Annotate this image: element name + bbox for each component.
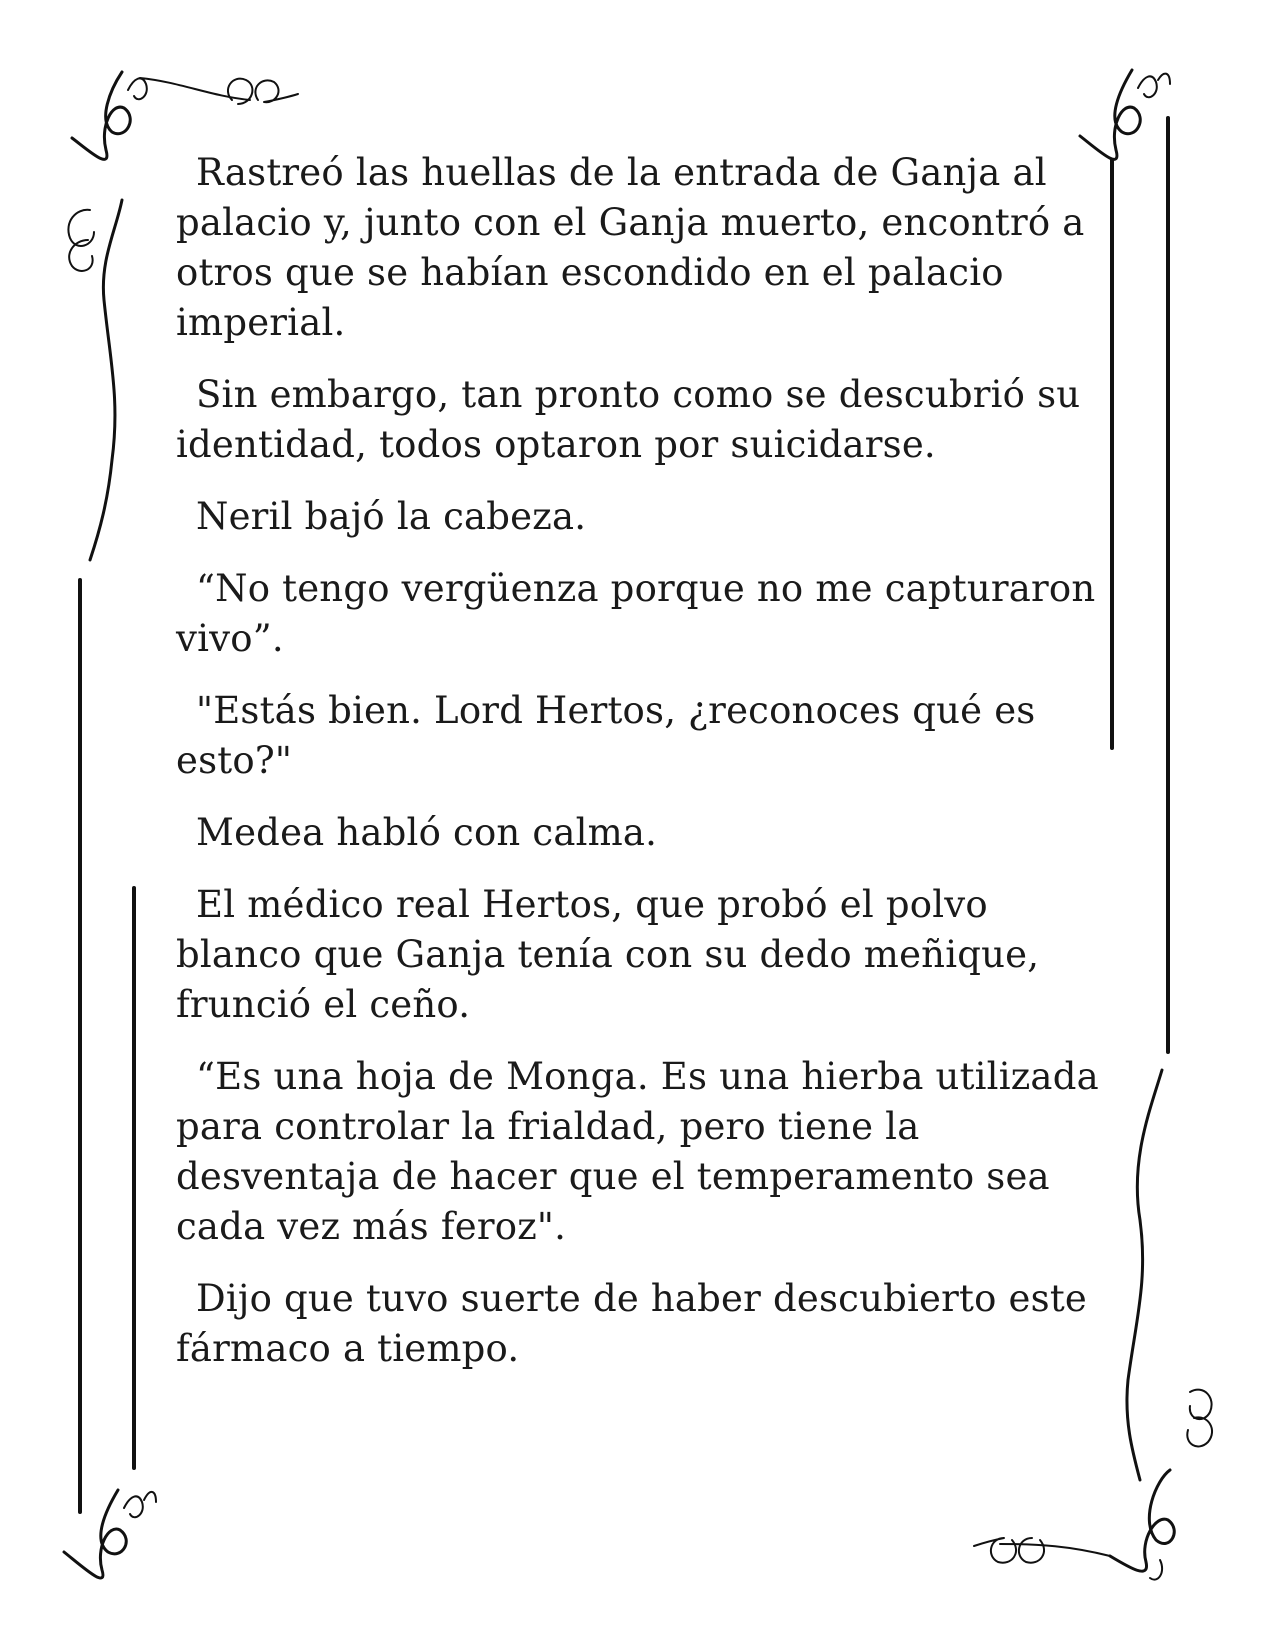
paragraph-9: Dijo que tuvo suerte de haber descubierto este fármaco a tiempo. <box>176 1277 1087 1370</box>
paragraph-2: Sin embargo, tan pronto como se descubrió su identidad, todos optaron por suicidarse. <box>176 373 1081 466</box>
paragraph-3: Neril bajó la cabeza. <box>196 495 587 538</box>
top-right-flourish-icon <box>1080 70 1170 159</box>
story-text <box>176 148 1106 1396</box>
right-side-swash-icon <box>1127 1070 1162 1480</box>
bottom-left-flourish-icon <box>64 1490 156 1578</box>
paragraph-1: Rastreó las huellas de la entrada de Ganja al palacio y, junto con el Ganja muerto, encontró a otros que se habían escondido en el palacio imperial. <box>176 151 1085 344</box>
paragraph-7: El médico real Hertos, que probó el polvo blanco que Ganja tenía con su dedo meñique, frunció el ceño. <box>176 883 1040 1026</box>
paragraph-4: “No tengo vergüenza porque no me capturaron vivo”. <box>176 567 1096 660</box>
paragraph-6: Medea habló con calma. <box>196 811 658 854</box>
paragraph-8: “Es una hoja de Monga. Es una hierba utilizada para controlar la frialdad, pero tiene la desventaja de hacer que el temperamento sea cada vez más feroz". <box>176 1055 1099 1248</box>
paragraph-5: "Estás bien. Lord Hertos, ¿reconoces qué es esto?" <box>176 689 1036 782</box>
bottom-right-flourish-icon <box>974 1390 1212 1580</box>
